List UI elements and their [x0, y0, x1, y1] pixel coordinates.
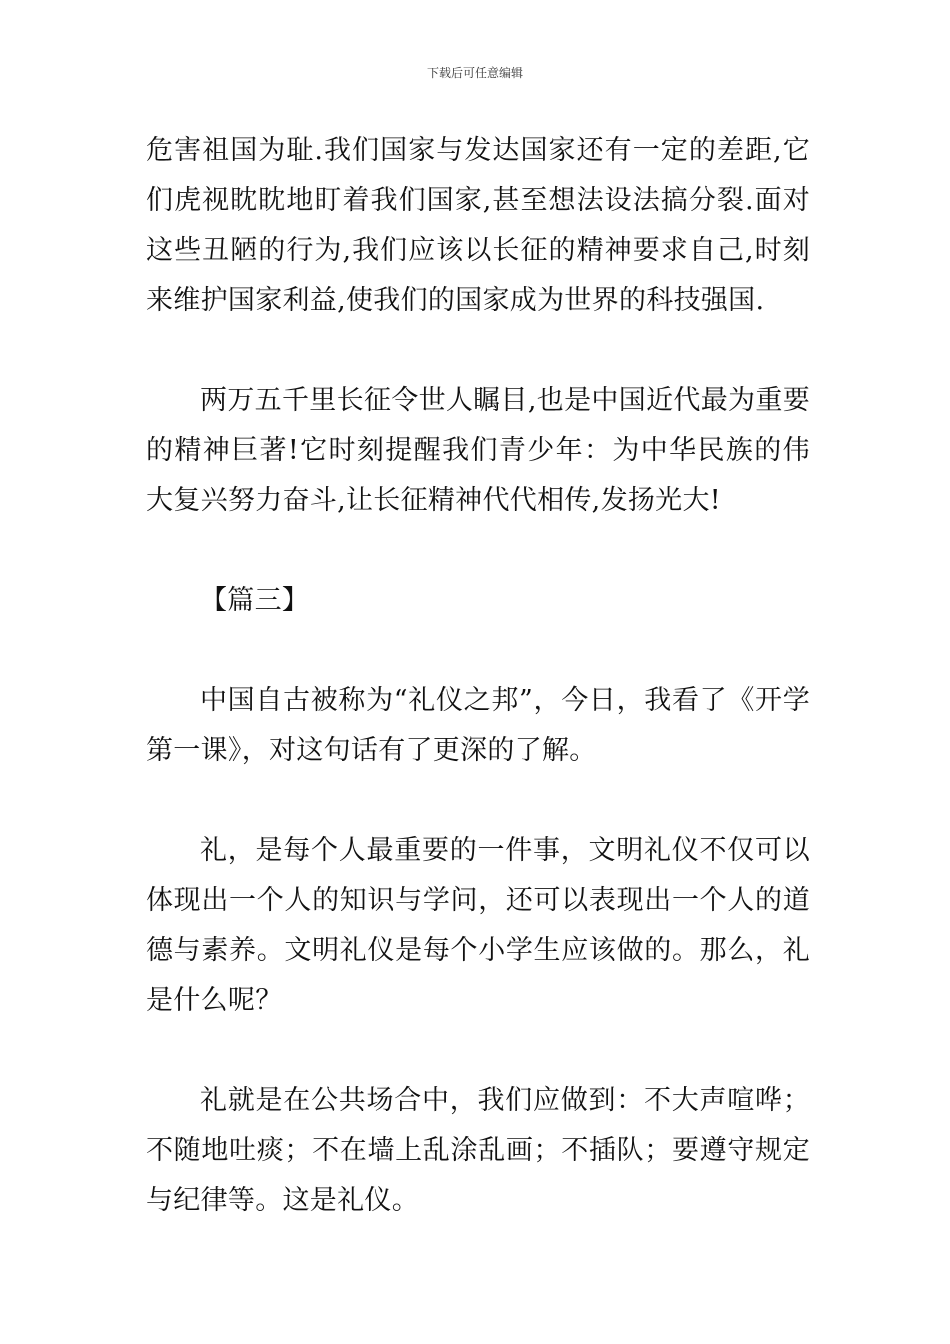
- document-body: [146, 126, 810, 1226]
- section-heading: 【篇三】: [200, 585, 310, 616]
- paragraph-intro: 中国自古被称为“礼仪之邦”，今日，我看了《开学第一课》，对这句话有了更深的了解。: [146, 685, 810, 766]
- paragraph-etiquette: 礼，是每个人最重要的一件事，文明礼仪不仅可以体现出一个人的知识与学问，还可以表现出一个人的道德与素养。文明礼仪是每个小学生应该做的。那么，礼是什么呢？: [146, 835, 810, 1016]
- paragraph-long-march: 两万五千里长征令世人瞩目,也是中国近代最为重要的精神巨著!它时刻提醒我们青少年：为中华民族的伟大复兴努力奋斗,让长征精神代代相传,发扬光大!: [146, 385, 810, 516]
- page-header: 下载后可任意编辑: [426, 66, 523, 80]
- paragraph-public-behavior: 礼就是在公共场合中，我们应做到：不大声喧哗；不随地吐痰；不在墙上乱涂乱画；不插队；要遵守规定与纪律等。这是礼仪。: [146, 1085, 810, 1216]
- paragraph-continuation: 危害祖国为耻.我们国家与发达国家还有一定的差距,它们虎视眈眈地盯着我们国家,甚至想法设法搞分裂.面对这些丑陋的行为,我们应该以长征的精神要求自己,时刻来维护国家利益,使我们的国家成为世界的科技强国.: [146, 135, 810, 316]
